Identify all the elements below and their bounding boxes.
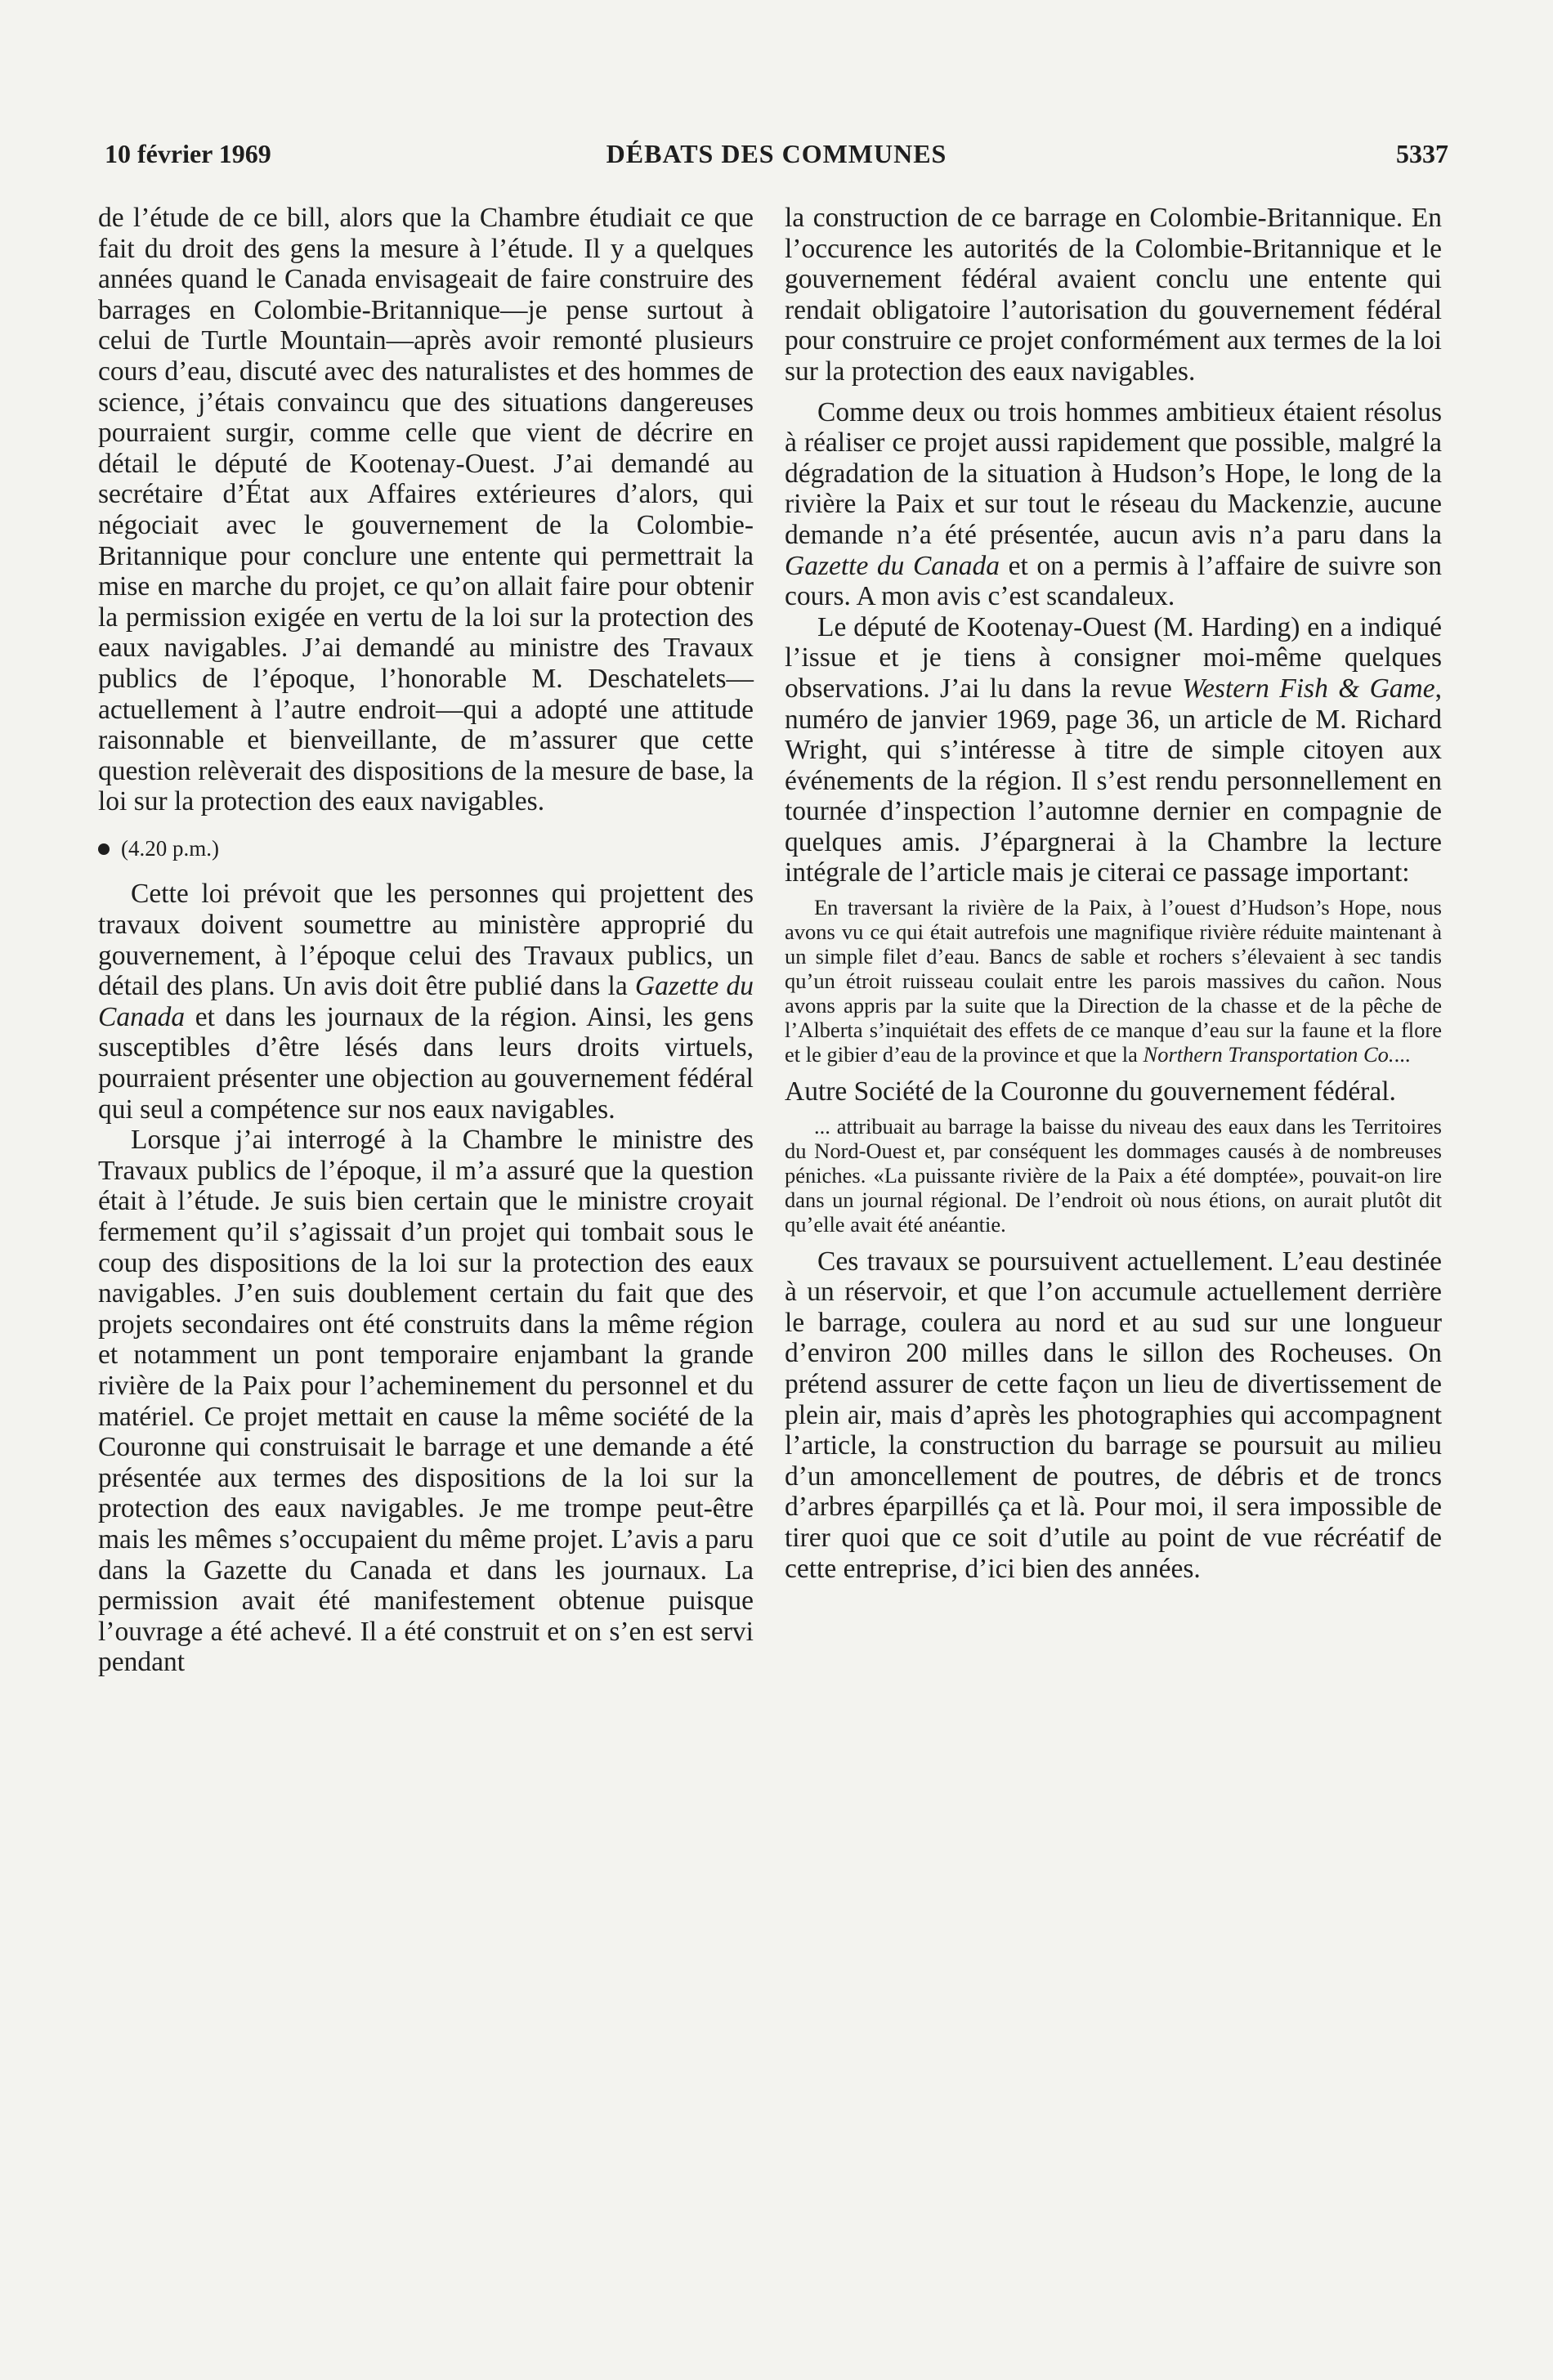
block-quote: ... attribuait au barrage la baisse du niveau des eaux dans les Territoires du Nord-Ouest et, par conséquent les dommages causés à de nombreuses péniches. «La puissante rivière de la Paix a été domptée», pouvait-on lire dans un journal régional. De l’endroit où nous étions, on aurait plutôt dit qu’elle avait été anéantie. bbox=[785, 1113, 1442, 1237]
quote-text: En traversant la rivière de la Paix, à l’ouest d’Hudson’s Hope, nous avons vu ce qui était autrefois une magnifique rivière réduite maintenant à un simple filet d’eau. Bancs de sable et rochers s’élevaient à sec tandis qu’un étroit ruisseau coulait entre les parois massives du cañon. Nous avons appris par la suite que la Direction de la chasse et de la pêche de l’Alberta s’inquiétait des effets de ce manque d’eau sur la faune et la flore et le gibier d’eau de la province et que la bbox=[785, 895, 1442, 1067]
header-date: 10 février 1969 bbox=[105, 139, 271, 168]
paragraph-text: , numéro de janvier 1969, page 36, un article de M. Richard Wright, qui s’intéresse à titre de simple citoyen aux événements de la région. Il s’est rendu personnellement en tournée d’inspection l’automne dernier en compagnie de quelques amis. J’épargnerai à la Chambre la lecture intégrale de l’article mais je citerai ce passage important: bbox=[785, 673, 1442, 888]
quote-text: ... bbox=[1394, 1042, 1411, 1067]
paragraph: de l’étude de ce bill, alors que la Chambre étudiait ce que fait du droit des gens la mesure à l’étude. Il y a quelques années quand le Canada envisageait de faire construire des barrages en Colombie-Britannique—je pense surtout à celui de Turtle Mountain—après avoir remonté plusieurs cours d’eau, discuté avec des naturalistes et des hommes de science, j’étais convaincu que des situations dangereuses pourraient surgir, comme celle que vient de décrire en détail le député de Kootenay-Ouest. J’ai demandé au secrétaire d’État aux Affaires extérieures d’alors, qui négociait avec le gouvernement de la Colombie-Britannique pour conclure une entente qui permettrait la mise en marche du projet, ce qu’on allait faire pour obtenir la permission exigée en vertu de la loi sur la protection des eaux navigables. J’ai demandé au ministre des Travaux publics de l’époque, l’honorable M. Deschatelets—actuellement à l’autre endroit—qui a adopté une attitude raisonnable et bienveillante, de m’assurer que cette question relèverait des dispositions de la mesure de base, la loi sur la protection des eaux navigables. bbox=[98, 203, 754, 817]
company-name: Northern Transportation Co. bbox=[1143, 1042, 1394, 1067]
page-header bbox=[105, 139, 1448, 180]
paragraph bbox=[98, 879, 754, 1125]
paragraph: Autre Société de la Couronne du gouvernement fédéral. bbox=[785, 1076, 1396, 1107]
time-stamp bbox=[98, 834, 754, 865]
paragraph bbox=[785, 612, 1442, 888]
publication-name: Western Fish & Game bbox=[1182, 673, 1435, 704]
paragraph: la construction de ce barrage en Colombie-Britannique. En l’occurence les autorités de la Colombie-Britannique et le gouvernement fédéral avaient conclu une entente qui rendait obligatoire l’autorisation du gouvernement fédéral pour construire ce projet conformément aux termes de la loi sur la protection des eaux navigables. bbox=[785, 203, 1442, 387]
paragraph-text: et on a permis à l’affaire de suivre son cours. A mon avis c’est scandaleux. bbox=[785, 550, 1442, 612]
paragraph-text: Cette loi prévoit que les personnes qui projettent des travaux doivent soumettre au ministère approprié du gouvernement, à l’époque celui des Travaux publics, un détail des plans. Un avis doit être publié dans la bbox=[98, 879, 754, 1002]
bullet-icon bbox=[98, 843, 110, 855]
paragraph-text: Le député de Kootenay-Ouest (M. Harding) en a indiqué l’issue et je tiens à consigner moi-même quelques observations. J’ai lu dans la revue bbox=[785, 611, 1442, 704]
header-title: DÉBATS DES COMMUNES bbox=[606, 139, 947, 168]
right-column bbox=[785, 203, 1442, 1584]
left-column bbox=[98, 203, 754, 1678]
publication-name: Gazette du Canada bbox=[98, 971, 754, 1032]
paragraph-text: Comme deux ou trois hommes ambitieux étaient résolus à réaliser ce projet aussi rapidement que possible, malgré la dégradation de la situation à Hudson’s Hope, le long de la rivière la Paix et sur tout le réseau du Mackenzie, aucune demande n’a été présentée, aucun avis n’a paru dans la bbox=[785, 396, 1442, 550]
block-quote bbox=[785, 895, 1442, 1067]
time-stamp-text: (4.20 p.m.) bbox=[121, 835, 219, 861]
paragraph bbox=[785, 397, 1442, 612]
page-number: 5337 bbox=[1396, 139, 1448, 168]
paragraph-text: et dans les journaux de la région. Ainsi, les gens susceptibles d’être lésés dans leurs droits virtuels, pourraient présenter une objection au gouvernement fédéral qui seul a compétence sur nos eaux navigables. bbox=[98, 1001, 754, 1125]
paragraph: Ces travaux se poursuivent actuellement. L’eau destinée à un réservoir, et que l’on accumule actuellement derrière le barrage, coulera au nord et au sud sur une longueur d’environ 200 milles dans le sillon des Rocheuses. On prétend assurer de cette façon un lieu de divertissement de plein air, mais d’après les photographies qui accompagnent l’article, la construction du barrage se poursuit au milieu d’un amoncellement de poutres, de débris et de troncs d’arbres éparpillés ça et là. Pour moi, il sera impossible de tirer quoi que ce soit d’utile au point de vue récréatif de cette entreprise, d’ici bien des années. bbox=[785, 1246, 1442, 1584]
paragraph: Lorsque j’ai interrogé à la Chambre le ministre des Travaux publics de l’époque, il m’a assuré que la question était à l’étude. Je suis bien certain que le ministre croyait fermement qu’il s’agissait d’un projet qui tombait sous le coup des dispositions de la loi sur la protection des eaux navigables. J’en suis doublement certain du fait que des projets secondaires ont été construits dans la même région et notamment un pont temporaire enjambant la grande rivière de la Paix pour l’acheminement du personnel et du matériel. Ce projet mettait en cause la même société de la Couronne qui construisait le barrage et une demande a été présentée aux termes des dispositions de la loi sur la protection des eaux navigables. Je me trompe peut-être mais les mêmes s’occupaient du même projet. L’avis a paru dans la Gazette du Canada et dans les journaux. La permission avait été manifestement obtenue puisque l’ouvrage a été achevé. Il a été construit et on s’en est servi pendant bbox=[98, 1125, 754, 1678]
publication-name: Gazette du Canada bbox=[785, 550, 1000, 581]
